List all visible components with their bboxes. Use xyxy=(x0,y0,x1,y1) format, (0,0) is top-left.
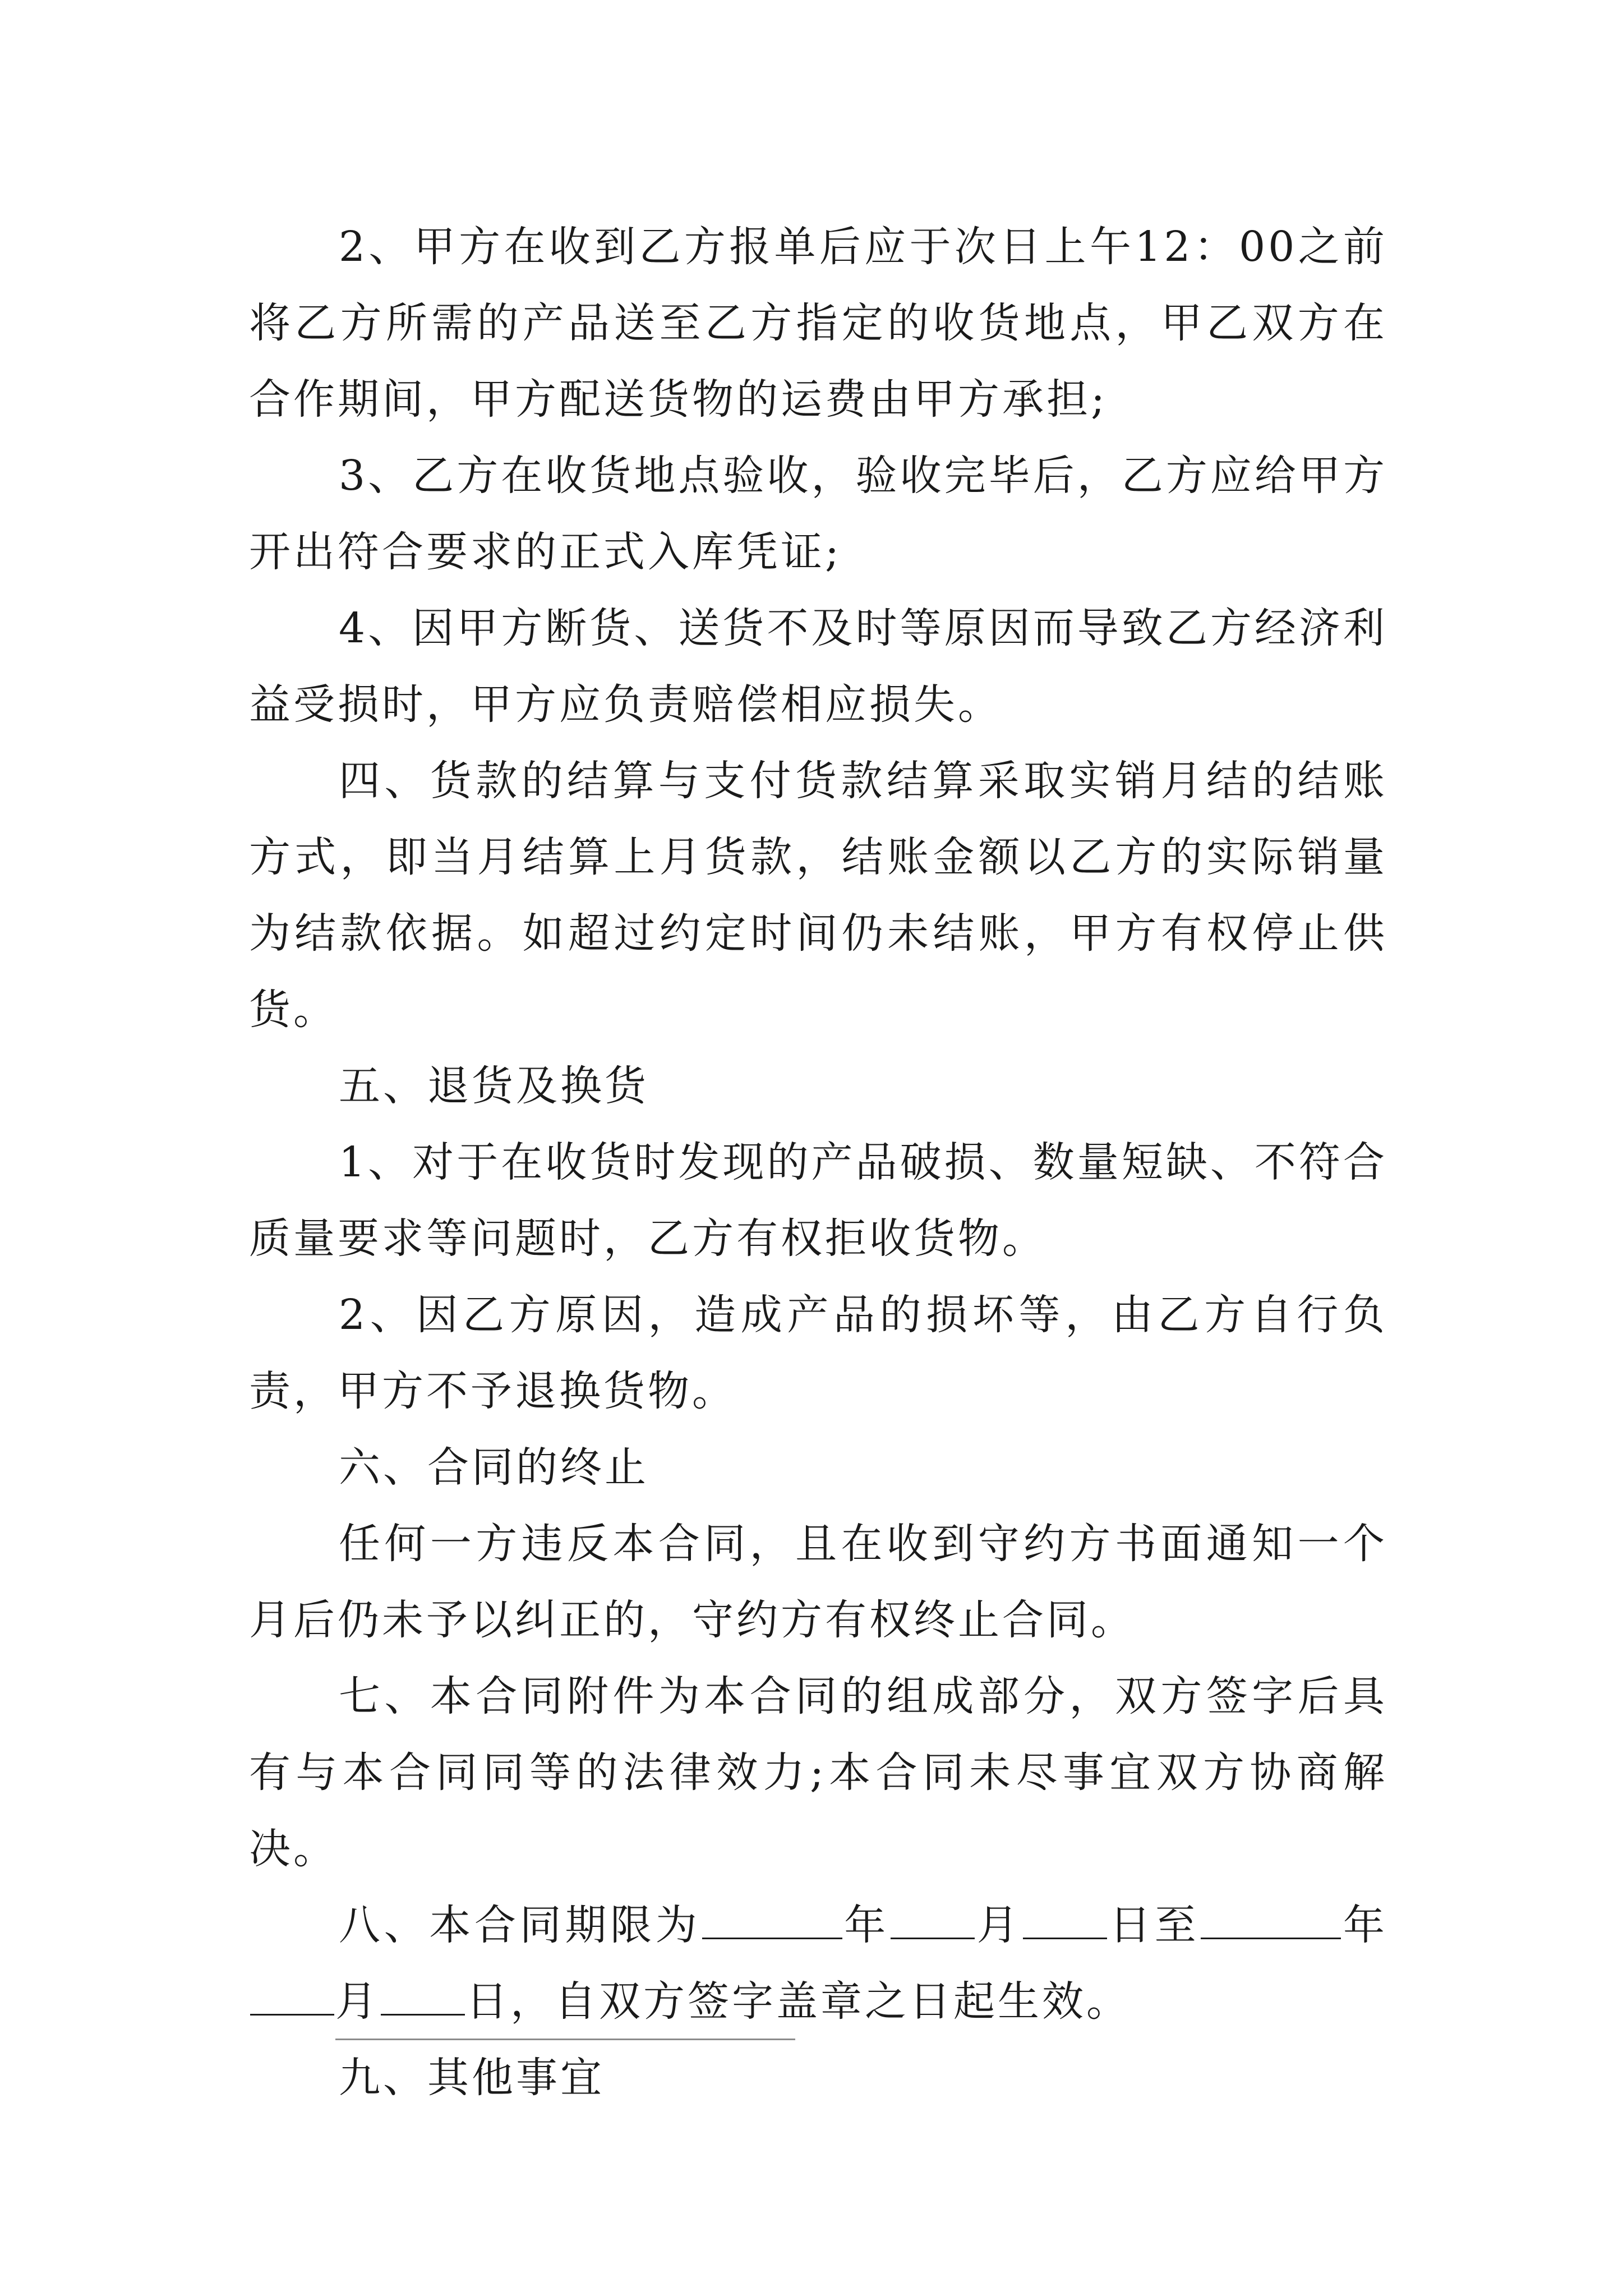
blank-end-day[interactable] xyxy=(381,1977,465,2016)
clause-delivery-time: 2、甲方在收到乙方报单后应于次日上午12：00之前将乙方所需的产品送至乙方指定的收货地点，甲乙双方在合作期间，甲方配送货物的运费由甲方承担; xyxy=(249,223,1387,424)
term-month-label-2: 月 xyxy=(335,1977,380,2026)
blank-start-year[interactable] xyxy=(702,1901,842,1939)
section-heading-other: 九、其他事宜 xyxy=(339,2054,605,2102)
section-heading-termination: 六、合同的终止 xyxy=(339,1443,649,1492)
section-term xyxy=(249,1887,1387,2040)
footer-divider xyxy=(335,2039,795,2040)
term-year-label-2: 年 xyxy=(1342,1901,1387,1949)
term-year-label-1: 年 xyxy=(843,1901,889,1949)
clause-compensation: 4、因甲方断货、送货不及时等原因而导致乙方经济利益受损时，甲方应负责赔偿相应损失。 xyxy=(249,604,1387,729)
blank-end-year[interactable] xyxy=(1201,1901,1341,1939)
term-prefix: 八、本合同期限为 xyxy=(339,1901,701,1949)
clause-inspection: 3、乙方在收货地点验收，验收完毕后，乙方应给甲方开出符合要求的正式入库凭证; xyxy=(249,452,1387,576)
blank-start-month[interactable] xyxy=(891,1901,975,1939)
section-heading-returns: 五、退货及换货 xyxy=(339,1062,649,1110)
term-day-label-1: 日至 xyxy=(1108,1901,1200,1949)
blank-start-day[interactable] xyxy=(1023,1901,1107,1939)
section-payment: 四、货款的结算与支付货款结算采取实销月结的结账方式，即当月结算上月货款，结账金额以乙方的实际销量为结款依据。如超过约定时间仍未结账，甲方有权停止供货。 xyxy=(249,757,1387,1034)
clause-no-return: 2、因乙方原因，造成产品的损坏等，由乙方自行负责，甲方不予退换货物。 xyxy=(249,1291,1387,1415)
clause-termination: 任何一方违反本合同，且在收到守约方书面通知一个月后仍未予以纠正的，守约方有权终止合同。 xyxy=(249,1520,1387,1644)
term-day-label-2: 日，自双方签字盖章之日起生效。 xyxy=(466,1977,1131,2026)
term-month-label-1: 月 xyxy=(975,1901,1022,1949)
section-attachments: 七、本合同附件为本合同的组成部分，双方签字后具有与本合同同等的法律效力;本合同未尽事宜双方协商解决。 xyxy=(249,1672,1387,1873)
blank-end-month[interactable] xyxy=(250,1977,334,2016)
contract-body xyxy=(249,209,1387,2116)
clause-reject-goods: 1、对于在收货时发现的产品破损、数量短缺、不符合质量要求等问题时，乙方有权拒收货物。 xyxy=(249,1138,1387,1263)
